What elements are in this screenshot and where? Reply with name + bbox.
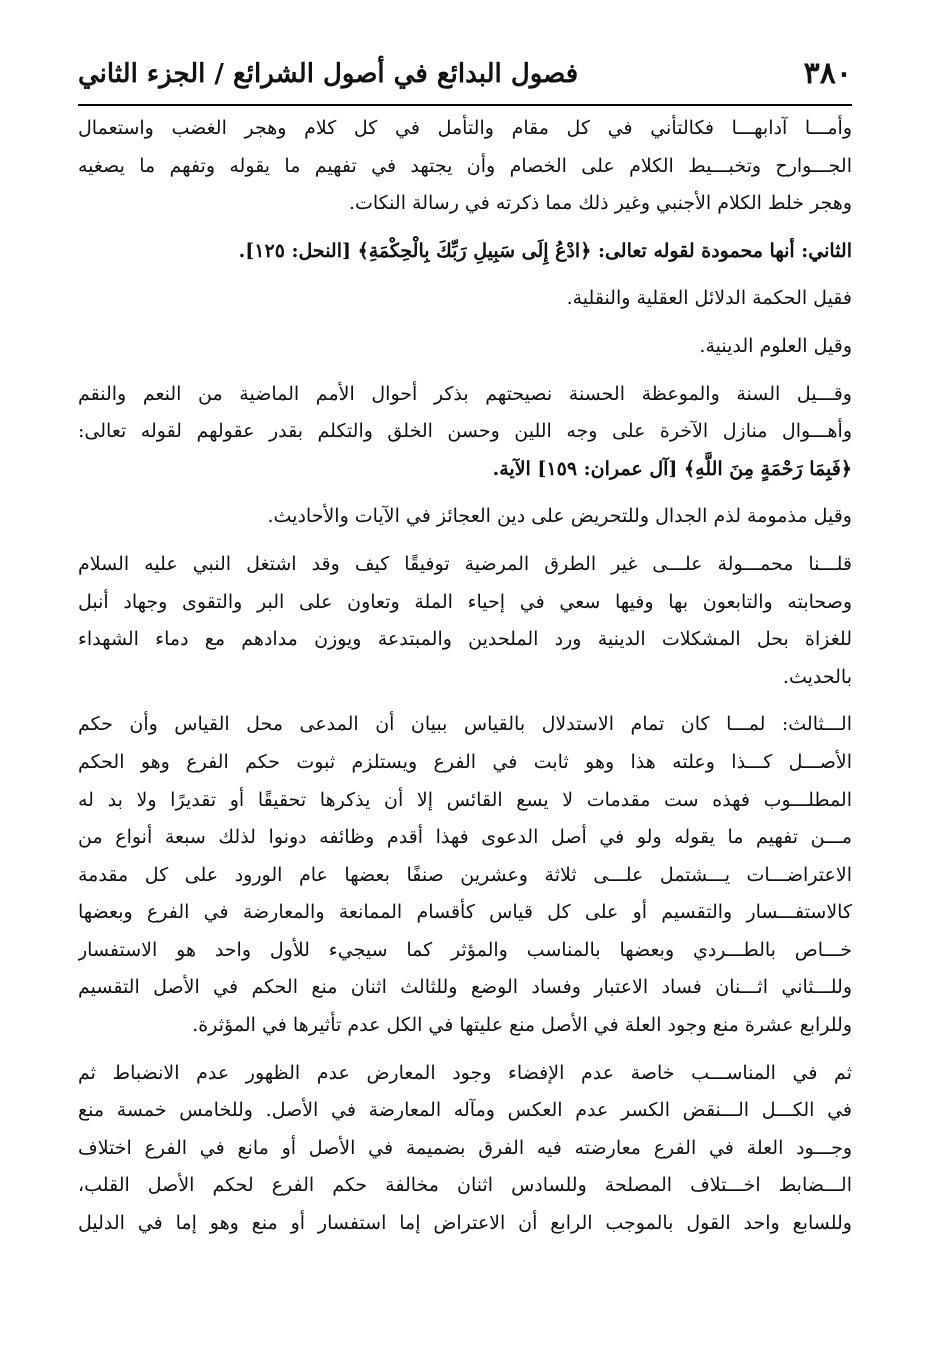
text-line: وجـــود العلة في الفرع معارضته فيه الفرق بضميمة في الأصل أو مانع في الفرع اختلاف	[78, 1136, 852, 1159]
header-divider	[78, 104, 852, 106]
text-line: الـــثالث: لمـــا كان تمام الاستدلال بالقياس ببيان أن المدعى محل القياس وأن حكم	[78, 713, 852, 736]
text-line: وقـــيل السنة والموعظة الحسنة نصيحتهم بذكر أحوال الأمم الماضية من النعم والنقم	[78, 382, 852, 405]
text-line: الثاني: أنها محمودة لقوله تعالى: ﴿ادْعُ إِلَى سَبِيلِ رَبِّكَ بِالْحِكْمَةِ﴾ [النحل: ١٢٥].	[238, 239, 852, 262]
page-number: ٣٨٠	[803, 56, 852, 91]
text-line: كالاستفـــسار والتقسيم أو على كل قياس كأقسام الممانعة والمعارضة في الفرع وبعضها	[78, 901, 852, 924]
text-line: قلـــنا محمـــولة علـــى غير الطرق المرضية توفيقًا كيف وقد اشتغل النبي عليه السلام	[78, 552, 852, 575]
text-line: وصحابته والتابعون بها وفيها سعي في إحياء الملة وتعاون على البر والتقوى وجهاد أنبل	[78, 590, 852, 613]
text-line: في الكـــل الـــنقض الكسر عدم العكس ومآله المعارضة في الأصل. وللخامس خمسة منع	[78, 1099, 852, 1122]
page-header	[78, 52, 852, 96]
page-body	[78, 110, 852, 1243]
text-line: وقيل العلوم الدينية.	[699, 334, 852, 357]
text-line: وقيل مذمومة لذم الجدال وللتحريض على دين العجائز في الآيات والأحاديث.	[267, 505, 852, 528]
text-line: وللسابع واحد القول بالموجب الرابع أن الاعتراض إما استفسار أو منع وهو إما في الدليل	[78, 1212, 852, 1235]
text-line: للغزاة بحل المشكلات الدينية ورد الملحدين والمبتدعة ويوزن مدادهم مع دماء الشهداء	[78, 628, 852, 651]
text-line: الاعتراضـــات يـــشتمل علـــى ثلاثة وعشرين صنفًا بعضها عام الورود على كل مقدمة	[78, 863, 852, 886]
running-title: فصول البدائع في أصول الشرائع / الجزء الثاني	[78, 59, 579, 89]
text-line: الـــضابط اخـــتلاف المصلحة وللسادس اثنان مخالفة حكم الفرع لحكم الأصل القلب،	[78, 1174, 852, 1197]
text-line: فقيل الحكمة الدلائل العقلية والنقلية.	[566, 287, 852, 310]
text-line: مـــن تفهيم ما يقوله ولو في أصل الدعوى فهذا أقدم وظائفه دونوا لذلك سبعة أنواع من	[78, 826, 852, 849]
text-line: الجـــوارح وتخبـــيط الكلام على الخصام وأن يجتهد في تفهيم ما يقوله وتفهم ما يصغيه	[78, 154, 852, 177]
text-line: وأمـــا آدابهـــا فكالتأني في كل مقام والتأمل في كل كلام وهجر الغضب واستعمال	[78, 117, 852, 139]
text-line: ثم في المناســـب خاصة عدم الإفضاء وجود المعارض عدم الظهور عدم الانضباط ثم	[78, 1061, 852, 1084]
text-line: خـــاص بالطـــردي وبعضها بالمناسب والمؤثر كما سيجيء للأول واحد هو الاستفسار	[78, 938, 852, 961]
text-line: وللـــثاني اثـــنان فساد الاعتبار وفساد الوضع وللثالث اثنان منع الحكم في الأصل التقسيم	[78, 976, 852, 999]
text-line: وهجر خلط الكلام الأجنبي وغير ذلك مما ذكرته في رسالة النكات.	[348, 192, 852, 215]
text-line: ﴿فَبِمَا رَحْمَةٍ مِنَ اللَّهِ﴾ [آل عمران: ١٥٩] الآية.	[492, 457, 852, 480]
text-line: بالحديث.	[782, 665, 852, 688]
text-line: الأصـــل كـــذا وعلته هذا وهو ثابت في الفرع ويستلزم ثبوت حكم الفرع وهو الحكم	[78, 750, 852, 773]
text-line: المطلـــوب فهذه ست مقدمات لا يسع القائس إلا أن يذكرها تحقيقًا أو تقديرًا ولا بد له	[78, 788, 852, 811]
text-line: وأهـــوال منازل الآخرة على وجه اللين وحسن الخلق والتكلم بقدر عقولهم لقوله تعالى:	[78, 420, 852, 443]
text-line: وللرابع عشرة منع وجود العلة في الأصل منع عليتها في الكل عدم تأثيرها في المؤثرة.	[192, 1014, 852, 1037]
